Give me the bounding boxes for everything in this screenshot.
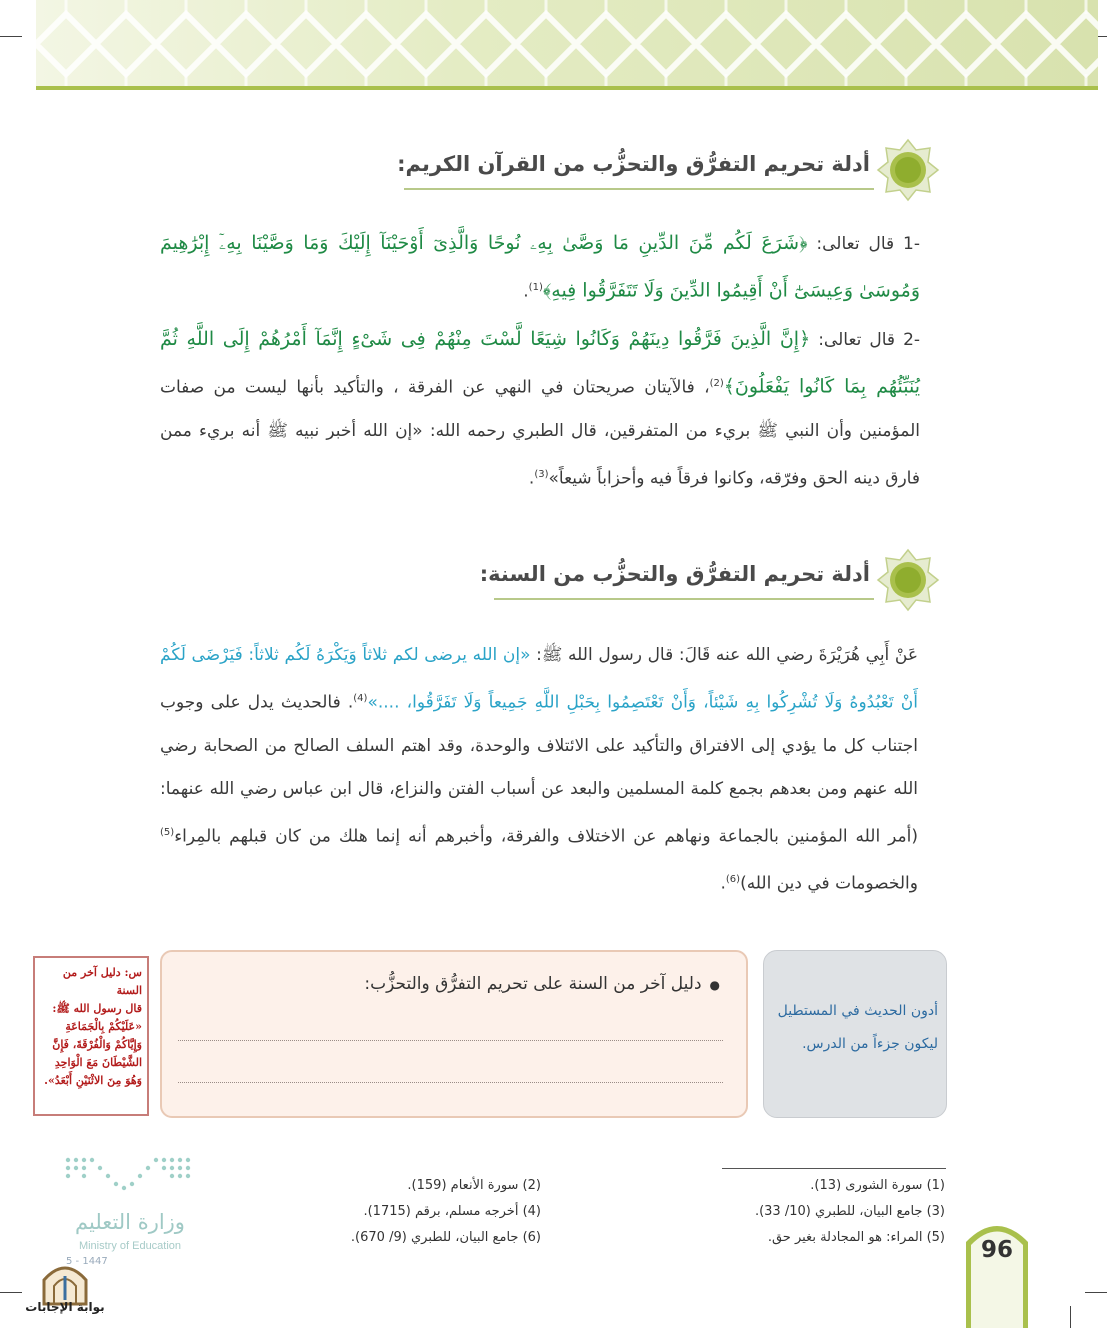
crop-mark	[1085, 1292, 1107, 1293]
note-question: س: دليل آخر من السنة	[62, 966, 142, 997]
explanation-text: ، فالآيتان صريحتان في النهي عن الفرقة ، والتأكيد بأنها ليست من صفات المؤمنين وأن النبي ﷺ بريء من المتفرقين، قال الطبري رحمه الله: «إن الله أخبر نبيه ﷺ أنه بريء ممن فارق دينه الحق وفرّقه، وكانوا فرقاً فيه وأحزاباً شيعاً»	[160, 377, 920, 489]
explanation-text: . فالحديث يدل على وجوب اجتناب كل ما يؤدي إلى الافتراق والتأكيد على الائتلاف والوحدة، وقد اهتم السلف الصالح من الصحابة رضي الله عنهم ومن بعدهم بجمع كلمة المسلمين والبعد عن أسباب الفتن والنزاع، قال ابن عباس رضي الله عنهما: (أمر الله المؤمنين بالجماعة ونهاهم عن الاختلاف والفرقة، وأخبرهم أنه إنما هلك من كان قبلهم بالمِراء	[160, 692, 918, 847]
footnote-ref: (1)	[528, 282, 543, 293]
footnote-ref: (2)	[709, 378, 724, 389]
footnote-ref: (4)	[353, 693, 368, 704]
item-number: -2	[903, 330, 921, 350]
item-lead: قال تعالى:	[810, 330, 896, 350]
section-title: أدلة تحريم التفرُّق والتحزُّب من القرآن الكريم:	[397, 152, 870, 176]
watermark-label: بوابة الإجابات	[25, 1300, 105, 1314]
punctuation: .	[523, 281, 529, 302]
instruction-line: ليكون جزءاً من الدرس.	[802, 1036, 938, 1052]
section-underline	[494, 598, 874, 600]
ministry-name-english: Ministry of Education	[78, 1240, 182, 1252]
ministry-name-arabic: وزارة التعليم	[75, 1210, 185, 1234]
footnote-ref: (3)	[534, 468, 549, 480]
bullet: ●	[709, 978, 720, 992]
ministry-logo-icon	[60, 1152, 200, 1212]
crop-mark	[0, 36, 22, 37]
section-underline	[404, 188, 874, 190]
quran-verse: ﴿إِنَّ الَّذِينَ فَرَّقُوا دِينَهُمْ وَكَانُوا شِيَعًا لَّسْتَ مِنْهُمْ فِى شَىْءٍ إِنَّمَآ أَمْرُهُمْ إِلَى اللَّهِ ثُمَّ يُنَبِّئُهُم بِمَا كَانُوا يَفْعَلُونَ﴾	[160, 328, 920, 398]
page-number: 96	[980, 1237, 1013, 1263]
footnote: (2) سورة الأنعام (159).	[407, 1178, 541, 1193]
quran-verse: ﴿شَرَعَ لَكُم مِّنَ الدِّينِ مَا وَصَّىٰ بِهِۦ نُوحًا وَالَّذِىٓ أَوْحَيْنَآ إِلَيْكَ وَمَا وَصَّيْنَا بِهِۦٓ إِبْرَٰهِيمَ وَمُوسَىٰ وَعِيسَىٰٓ أَنْ أَقِيمُوا الدِّينَ وَلَا تَتَفَرَّقُوا فِيهِ﴾	[160, 232, 920, 302]
explanation-text: والخصومات في دين الله)	[740, 873, 918, 894]
footnote: (5) المراء: هو المجادلة بغير حق.	[767, 1230, 945, 1245]
question-text: دليل آخر من السنة على تحريم التفرُّق والتحزُّب:	[364, 974, 702, 994]
note-body: قال رسول الله ﷺ: «عَلَيْكُمْ بِالْجَمَاعَةِ وَإِيَّاكُمْ وَالْفُرْقَةَ، فَإِنَّ الشَّيْطَانَ مَعَ الْوَاحِدِ وَهُوَ مِنَ الاثْنَيْنِ أَبْعَدُ».	[44, 1002, 142, 1087]
item-number: -1	[903, 234, 920, 254]
footnote: (3) جامع البيان، للطبري (10/ 33).	[754, 1204, 945, 1219]
footnote: (1) سورة الشورى (13).	[810, 1178, 945, 1193]
header-banner	[36, 0, 1098, 88]
footnote: (6) جامع البيان، للطبري (9/ 670).	[350, 1230, 541, 1245]
exercise-question	[364, 974, 720, 994]
ministry-year: 5 - 1447	[66, 1256, 108, 1267]
page-number-tab	[966, 1216, 1028, 1328]
hadith-text: «إن الله يرضى لكم ثلاثاً وَيَكْرَهُ لَكُم ثلاثاً: فَيَرْضَى لَكُمْ أَنْ تَعْبُدُوهُ وَلَا تُشْرِكُوا بِهِ شَيْئاً، وَأَنْ تَعْتَصِمُوا بِحَبْلِ اللَّهِ جَمِيعاً وَلَا تَفَرَّقُوا، ....»	[160, 645, 918, 713]
quran-evidence-1	[160, 222, 920, 314]
section-header-quran	[300, 138, 940, 202]
gate-logo-icon	[30, 1258, 100, 1326]
narrator-text: عَنْ أَبِي هُرَيْرَةَ رضي الله عنه قَالَ: قال رسول الله ﷺ:	[530, 645, 918, 665]
octagram-badge-icon	[876, 138, 940, 202]
instruction-line: أدون الحديث في المستطيل	[777, 1003, 938, 1019]
footnote: (4) أخرجه مسلم، برقم (1715).	[363, 1204, 541, 1219]
answer-line[interactable]	[178, 1040, 723, 1041]
item-lead: قال تعالى:	[807, 234, 895, 254]
quran-evidence-2	[160, 318, 920, 500]
student-answer-note	[33, 956, 149, 1116]
pattern-ornament	[36, 0, 1098, 88]
instruction-box	[763, 950, 947, 1118]
exercise-box	[160, 950, 748, 1118]
section-title: أدلة تحريم التفرُّق والتحزُّب من السنة:	[479, 562, 870, 586]
footnote-divider	[722, 1168, 946, 1169]
octagram-badge-icon	[876, 548, 940, 612]
sunnah-evidence	[160, 634, 918, 906]
footnote-ref: (6)	[725, 874, 741, 886]
punctuation: .	[720, 873, 726, 894]
punctuation: .	[528, 468, 535, 489]
section-header-sunnah	[300, 548, 940, 612]
crop-mark	[0, 1292, 22, 1293]
crop-mark	[1070, 1306, 1071, 1328]
footnote-ref: (5)	[160, 826, 175, 838]
instruction-text	[768, 995, 938, 1061]
answer-line[interactable]	[178, 1082, 723, 1083]
banner-divider	[36, 86, 1098, 90]
